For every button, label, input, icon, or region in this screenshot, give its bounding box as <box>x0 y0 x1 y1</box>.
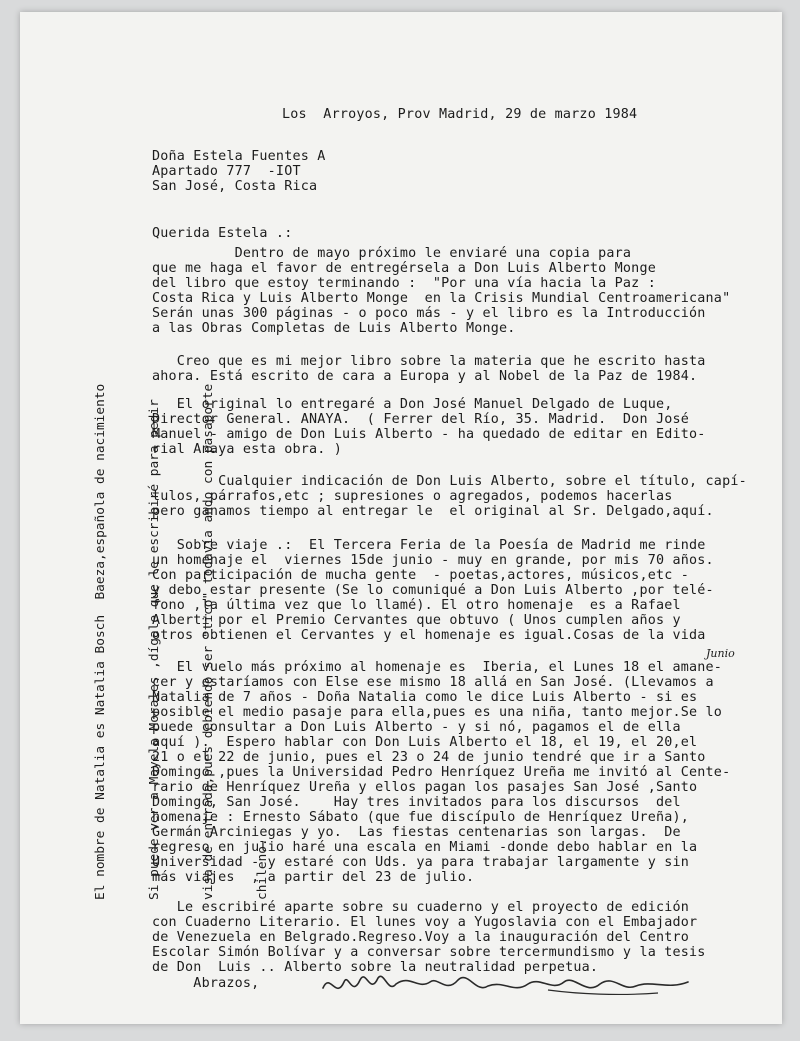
body-line: Escolar Simón Bolívar y a conversar sobre tercermundismo y la tesis <box>152 945 706 960</box>
salutation: Querida Estela .: <box>152 226 293 241</box>
body-line: Natalia de 7 años - Doña Natalia como le dice Luis Alberto - si es <box>152 690 698 705</box>
body-line: Serán unas 300 páginas - o poco más - y el libro es la Introducción <box>152 306 706 321</box>
body-line: que me haga el favor de entregérsela a Don Luis Alberto Monge <box>152 261 656 276</box>
body-line: pero ganamos tiempo al entregar le el original al Sr. Delgado,aquí. <box>152 504 714 519</box>
body-line: 21 o el 22 de junio, pues el 23 o 24 de junio tendré que ir a Santo <box>152 750 706 765</box>
handwritten-note: Junio <box>706 647 735 660</box>
body-line: tulos, párrafos,etc ; supresiones o agregados, podemos hacerlas <box>152 489 673 504</box>
address-line: San José, Costa Rica <box>152 179 318 194</box>
body-line: Director General. ANAYA. ( Ferrer del Río, 35. Madrid. Don José <box>152 412 690 427</box>
body-line: del libro que estoy terminando : "Por una vía hacia la Paz : <box>152 276 656 291</box>
body-line: Costa Rica y Luis Alberto Monge en la Crisis Mundial Centroamericana" <box>152 291 731 306</box>
margin-note-line: visa de entrada,pues debiendo ser "tico" todavía ando con pasaporte <box>201 383 216 900</box>
body-line: posible el medio pasaje para ella,pues es una niña, tanto mejor.Se lo <box>152 705 723 720</box>
body-line: cer y estaríamos con Else ese mismo 18 allá en San José. (Llevamos a <box>152 675 714 690</box>
body-line: rial Anaya esta obra. ) <box>152 442 343 457</box>
body-line: con Cuaderno Literario. El lunes voy a Yugoslavia con el Embajador <box>152 915 698 930</box>
body-line: a las Obras Completas de Luis Alberto Monge. <box>152 321 516 336</box>
body-line: un homenaje el viernes 15de junio - muy en grande, por mis 70 años. <box>152 553 714 568</box>
body-line: Domingo, San José. Hay tres invitados para los discursos del <box>152 795 681 810</box>
body-line: de Don Luis .. Alberto sobre la neutralidad perpetua. <box>152 960 599 975</box>
address-line: Doña Estela Fuentes A <box>152 149 326 164</box>
body-line: Germán Arciniegas y yo. Las fiestas centenarias son largas. De <box>152 825 681 840</box>
body-line: Le escribiré aparte sobre su cuaderno y el proyecto de edición <box>152 900 690 915</box>
body-line: y debo estar presente (Se lo comuniqué a Don Luis Alberto ,por telé- <box>152 583 714 598</box>
margin-note-line: chileno. <box>255 838 270 900</box>
handwritten-signature <box>318 960 698 1010</box>
body-line: aquí ). Espero hablar con Don Luis Alberto el 18, el 19, el 20,el <box>152 735 698 750</box>
body-line: rario de Henríquez Ureña y ellos pagan los pasajes San José ,Santo <box>152 780 698 795</box>
body-line: más viajes , a partir del 23 de julio. <box>152 870 475 885</box>
body-line: Manuel - amigo de Don Luis Alberto - ha quedado de editar en Edito- <box>152 427 706 442</box>
body-line: El vuelo más próximo al homenaje es Iberia, el Lunes 18 el amane- <box>152 660 723 675</box>
body-line: Dentro de mayo próximo le enviaré una copia para <box>152 246 632 261</box>
body-line: Sobre viaje .: El Tercera Feria de la Poesía de Madrid me rinde <box>152 538 706 553</box>
body-line: otros obtienen el Cervantes y el homenaje es igual.Cosas de la vida <box>152 628 706 643</box>
margin-note-line: El nombre de Natalia es Natalia Bosch Baeza,española de nacimiento <box>93 383 108 900</box>
body-line: Con participación de mucha gente - poetas,actores, músicos,etc - <box>152 568 690 583</box>
margin-note <box>56 384 290 900</box>
body-line: Cualquier indicación de Don Luis Alberto, sobre el título, capí- <box>152 474 747 489</box>
body-line: regreso en julio haré una escala en Miami -donde debo hablar en la <box>152 840 698 855</box>
body-line: Creo que es mi mejor libro sobre la materia que he escrito hasta <box>152 354 706 369</box>
date-line: Los Arroyos, Prov Madrid, 29 de marzo 1984 <box>282 107 638 122</box>
body-line: homenaje : Ernesto Sábato (que fue discípulo de Henríquez Ureña), <box>152 810 690 825</box>
body-line: Domingo ,pues la Universidad Pedro Henríquez Ureña me invitó al Cente- <box>152 765 731 780</box>
body-line: fono ,la última vez que lo llamé). El otro homenaje es a Rafael <box>152 598 681 613</box>
margin-note-line: Si puede ver a Mayela Morales ,dígale que le escribiré para pedir <box>147 399 162 900</box>
body-line: de Venezuela en Belgrado.Regreso.Voy a la inauguración del Centro <box>152 930 690 945</box>
body-line: El original lo entregaré a Don José Manuel Delgado de Luque, <box>152 397 673 412</box>
closing: Abrazos, <box>152 976 260 991</box>
body-line: Alberti por el Premio Cervantes que obtuvo ( Unos cumplen años y <box>152 613 681 628</box>
body-line: ahora. Está escrito de cara a Europa y al Nobel de la Paz de 1984. <box>152 369 698 384</box>
address-line: Apartado 777 -IOT <box>152 164 301 179</box>
body-line: Universidad - y estaré con Uds. ya para trabajar largamente y sin <box>152 855 690 870</box>
body-line: puede consultar a Don Luis Alberto - y si nó, pagamos el de ella <box>152 720 681 735</box>
